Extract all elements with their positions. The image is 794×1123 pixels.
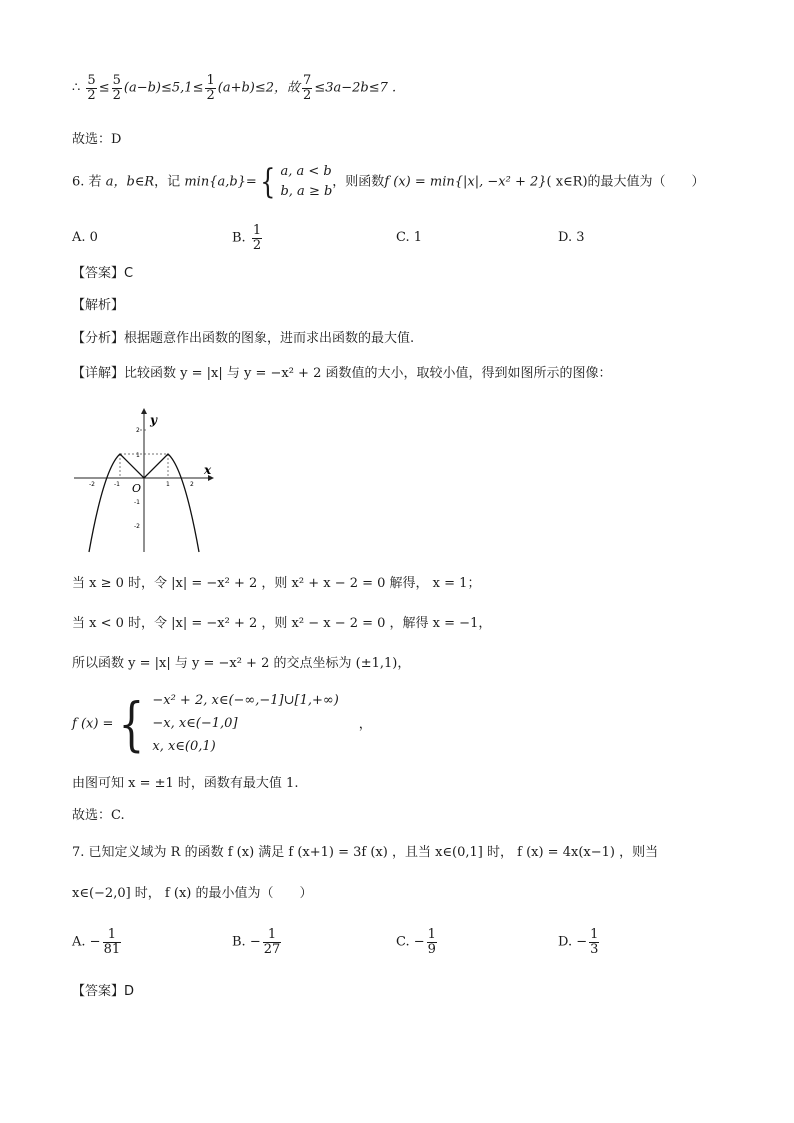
fraction: $\frac{5}{2}$ bbox=[87, 73, 96, 103]
question-7-stem-line-1: 7. 已知定义域为 R 的函数 f (x) 满足 f (x+1) = 3f (x) ，且当 x∈(0,1] 时， f (x) = 4x(x−1) ，则当 bbox=[72, 845, 659, 860]
piecewise-function: f (x) ={ −x² + 2, x∈(−∞,−1]∪[1,+∞) −x, x∈(−1,0] x, x∈(0,1) ， bbox=[72, 690, 372, 759]
choice-line: 故选：D bbox=[72, 132, 122, 147]
tick-x: -2 bbox=[89, 481, 95, 488]
answer-tag: 【答案】C bbox=[72, 266, 134, 281]
solution-step-1: 当 x ≥ 0 时，令 |x| = −x² + 2 ，则 x² + x − 2 = 0 解得， x = 1； bbox=[72, 576, 481, 591]
question-7-stem-line-2: x∈(−2,0] 时， f (x) 的最小值为（ ） bbox=[72, 886, 313, 901]
question-6-stem: 6. 若 a，b∈R，记 min{a,b}={ a, a < b b, a ≥ b ，则函数f (x) = min{|x|, −x² + 2}( x∈R)的最大值为（ ） bbox=[72, 162, 705, 203]
tick-x: 1 bbox=[166, 481, 170, 488]
brace-icon: { bbox=[260, 162, 276, 203]
option-d: D. 3 bbox=[558, 230, 585, 245]
min-definition-cases: a, a < b b, a ≥ b bbox=[280, 164, 333, 200]
analysis-text: 【分析】根据题意作出函数的图象，进而求出函数的最大值. bbox=[72, 331, 415, 346]
solution-step-4: 由图可知 x = ±1 时，函数有最大值 1. bbox=[72, 776, 299, 791]
y-axis-label: y bbox=[150, 413, 157, 427]
choice-line: 故选：C. bbox=[72, 808, 125, 823]
option-a: A. 0 bbox=[72, 230, 98, 245]
fraction: $\frac{5}{2}$ bbox=[112, 73, 121, 103]
tick-y: -2 bbox=[134, 523, 140, 530]
answer-tag: 【答案】D bbox=[72, 984, 135, 999]
option-b: B. − $\frac{1}{27}$ bbox=[232, 927, 281, 957]
solution-step-3: 所以函数 y = |x| 与 y = −x² + 2 的交点坐标为 (±1,1)， bbox=[72, 656, 411, 671]
solution-step-2: 当 x < 0 时，令 |x| = −x² + 2 ，则 x² − x − 2 = 0 ，解得 x = −1， bbox=[72, 616, 492, 631]
tick-x: 2 bbox=[190, 481, 194, 488]
tick-y: 2 bbox=[136, 427, 140, 434]
brace-icon: { bbox=[118, 690, 145, 759]
tick-x: -1 bbox=[114, 481, 120, 488]
option-a: A. − $\frac{1}{81}$ bbox=[72, 927, 121, 957]
detail-text: 【详解】比较函数 y = |x| 与 y = −x² + 2 函数值的大小，取较小值，得到如图所示的图像： bbox=[72, 366, 612, 381]
function-graph bbox=[72, 406, 222, 554]
option-b: B. $\frac{1}{2}$ bbox=[232, 223, 262, 253]
option-c: C. − $\frac{1}{9}$ bbox=[396, 927, 436, 957]
option-d: D. − $\frac{1}{3}$ bbox=[558, 927, 599, 957]
fraction: $\frac{1}{2}$ bbox=[206, 73, 215, 103]
x-axis-label: x bbox=[204, 463, 212, 477]
option-c: C. 1 bbox=[396, 230, 423, 245]
fraction: $\frac{7}{2}$ bbox=[303, 73, 312, 103]
analysis-tag: 【解析】 bbox=[72, 298, 125, 313]
origin-label: O bbox=[132, 482, 142, 495]
tick-y: -1 bbox=[134, 499, 140, 506]
tick-y: 1 bbox=[136, 452, 140, 459]
derivation-line: ∴ $\frac{5}{2}$ ≤ $\frac{5}{2}$ (a−b)≤5,1≤ $\frac{1}{2}$ (a+b)≤2，故 $\frac{7}{2}$ ≤3a−2b≤7 . bbox=[72, 73, 397, 103]
